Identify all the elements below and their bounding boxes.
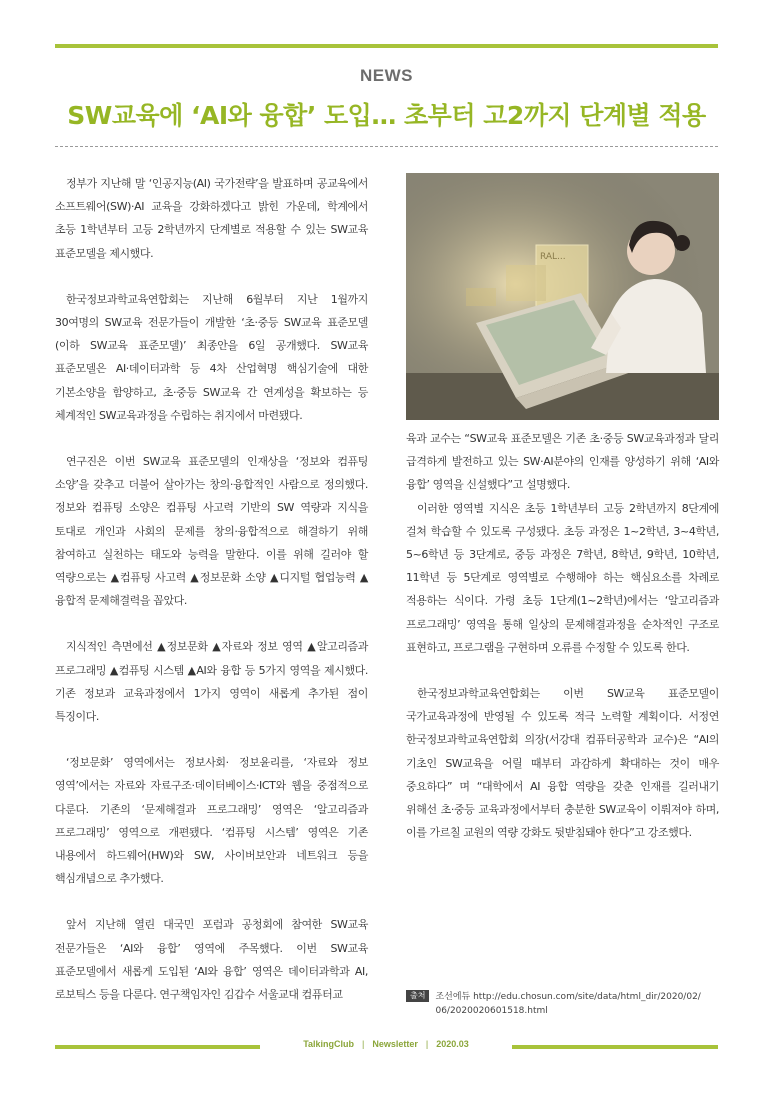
article-right-column (406, 427, 719, 844)
footer-separator: | (425, 1039, 429, 1049)
article-paragraph: ‘정보문화’ 영역에서는 정보사회· 정보윤리를, ‘자료와 정보 영역’에서는 자료와 자료구조·데이터베이스·ICT와 웹을 중점적으로 다룬다. 기존의 ‘문제해결과 프로그래밍’ 영역은 ‘알고리즘과 프로그래밍’ 영역으로 개편됐다. ‘컴퓨팅 시스템’ 영역은 기존 내용에서 하드웨어(HW)와 SW, 사이버보안과 네트워크 등을 핵심개념으로 추가했다. (55, 756, 368, 886)
top-accent-rule (55, 44, 718, 48)
footer-rule-right (512, 1045, 718, 1049)
section-kicker: NEWS (360, 66, 413, 85)
article-paragraph: 한국정보과학교육연합회는 이번 SW교육 표준모델이 국가교육과정에 반영될 수 있도록 적극 노력할 계획이다. 서정연 한국정보과학교육연합회 의장(서강대 컴퓨터공학과 교수)은 “AI의 기초인 SW교육을 어릴 때부터 과감하게 확대하는 것이 매우 중요하다” 며 “대학에서 AI 융합 역량을 갖춘 인재를 길러내기 위해선 초·중등 교육과정에서부터 충분한 SW교육이 이뤄져야 하며, 이를 가르칠 교원의 역량 강화도 뒷받침돼야 한다”고 강조했다. (406, 687, 719, 840)
article-paragraph: 지식적인 측면에선 ▲정보문화 ▲자료와 정보 영역 ▲알고리즘과 프로그래밍 ▲컴퓨팅 시스템 ▲AI와 융합 등 5가지 영역을 제시했다. 기존 정보과 교육과정에서 1가지 영역이 새롭게 추가된 점이 특징이다. (55, 640, 368, 724)
footer-section: Newsletter (372, 1039, 418, 1049)
article-paragraph: 정부가 지난해 말 ‘인공지능(AI) 국가전략’을 발표하며 공교육에서 소프트웨어(SW)·AI 교육을 강화하겠다고 밝힌 가운데, 학계에서 초등 1학년부터 고등 2학년까지 단계별로 적용할 수 있는 SW교육 표준모델을 제시했다. (55, 177, 368, 260)
article-paragraph: 이러한 영역별 지식은 초등 1학년부터 고등 2학년까지 8단계에 걸쳐 학습할 수 있도록 구성됐다. 초등 과정은 1~2학년, 3~4학년, 5~6학년 등 3단계로, 중등 과정은 7학년, 8학년, 9학년, 10학년, 11학년 등 5단계로 영역별로 수행해야 하는 핵심요소를 차례로 적용하는 식이다. 가령 초등 1단계(1~2학년)에서는 ‘알고리즘과 프로그래밍’ 영역을 통해 일상의 문제해결과정을 순차적인 구조로 표현하고, 프로그램을 구현하며 오류를 수정할 수 있도록 한다. (406, 501, 719, 654)
article-headline: SW교육에 ‘AI와 융합’ 도입… 초부터 고2까지 단계별 적용 (67, 101, 706, 130)
article-paragraph: 한국정보과학교육연합회는 지난해 6월부터 지난 1월까지 30여명의 SW교육 전문가들이 개발한 ‘초·중등 SW교육 표준모델(이하 SW교육 표준모델)’ 최종안을 6일 공개했다. SW교육 표준모델은 AI·데이터과학 등 4차 산업혁명 핵심기술에 대한 기본소양을 함양하고, 초·중등 SW교육 간 연계성을 확보하는 등 체계적인 SW교육과정을 수립하는 취지에서 마련됐다. (55, 292, 368, 422)
footer-brand: TalkingClub (303, 1039, 355, 1049)
floating-screen-text: RAL... (540, 252, 566, 262)
footer-rule-left (55, 1045, 260, 1049)
woman-laptop-illustration (406, 173, 719, 420)
article-paragraph: 연구진은 이번 SW교육 표준모델의 인재상을 ‘정보와 컴퓨팅 소양’을 갖추고 더불어 살아가는 창의·융합적인 사람으로 정의했다. 정보와 컴퓨팅 소양은 컴퓨팅 사고력 기반의 SW 역량과 지식을 토대로 개인과 사회의 문제를 창의·융합적으로 해결하기 위해 참여하고 실천하는 태도와 능력을 말한다. 이를 위해 길러야 할 역량으로는 ▲컴퓨팅 사고력 ▲정보문화 소양 ▲디지털 협업능력 ▲융합적 문제해결력을 꼽았다. (55, 455, 368, 608)
article-paragraph: 육과 교수는 “SW교육 표준모델은 기존 초·중등 SW교육과정과 달리 급격하게 발전하고 있는 SW·AI분야의 인재를 양성하기 위해 ‘AI와 융합’ 영역을 신설했다”고 설명했다. (406, 432, 719, 492)
footer-date: 2020.03 (436, 1039, 469, 1049)
article-paragraph: 앞서 지난해 열린 대국민 포럼과 공청회에 참여한 SW교육 전문가들은 ‘AI와 융합’ 영역에 주목했다. 이번 SW교육 표준모델에서 새롭게 도입된 ‘AI와 융합’ 영역은 데이터과학과 AI, 로보틱스 등을 다룬다. 연구책임자인 김갑수 서울교대 컴퓨터교 (55, 918, 368, 1002)
source-badge: 출처 (406, 990, 429, 1002)
footer-separator: | (362, 1039, 365, 1049)
page-footer (260, 1039, 512, 1049)
source-link[interactable]: 조선에듀 http://edu.chosun.com/site/data/html_dir/2020/02/06/2020020601518.html (435, 992, 701, 1016)
headline-divider (55, 146, 718, 147)
article-photo (406, 173, 719, 420)
source-citation (406, 990, 726, 1018)
article-left-column (55, 172, 368, 1006)
